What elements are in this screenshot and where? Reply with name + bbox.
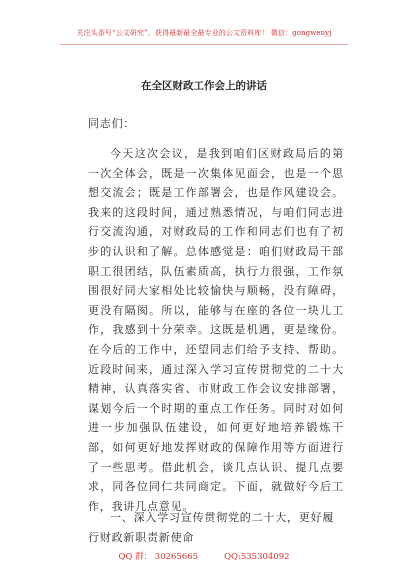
header-note: 关注头条号“公文研究”，获得最新最全最专业的公文资料库！ 微信：gongwenyj xyxy=(76,29,332,37)
footer-qq-number: QQ:535304092 xyxy=(224,552,290,562)
body-paragraph: 今天这次会议，是我到咱们区财政局后的第一次全体会，既是一次集体见面会，也是一个思想交流会；既是工作部署会，也是作风建设会。我来的这段时间，通过熟悉情况，与咱们同志进行交流沟通，对财政局的工作和同志们也有了初步的认识和了解。总体感觉是：咱们财政局干部职工很团结，队伍素质高，执行力很强，工作氛围很好同大家相处比较愉快与顺畅，没有障碍，更没有隔阂。所以，能够与在座的各位一块儿工作，我感到十分荣幸。这既是机遇，更是缘份。在今后的工作中，还望同志们给予支持、帮助。近段时间来，通过深入学习宣传贯彻党的二十大精神，认真落实省、市财政工作会议安排部署，谋划今后一个时期的重点工作任务。同时对如何进一步加强队伍建设，如何更好地培养锻炼干部，如何更好地发挥财政的保障作用等方面进行了一些思考。借此机会，谈几点认识、提几点要求，同各位同仁共同商定。下面，就做好今后工作，我讲几点意见。 xyxy=(88,147,344,513)
footer-qq-group: QQ 群： 30265665 xyxy=(118,552,199,562)
header-divider xyxy=(60,44,348,45)
document-title: 在全区财政工作会上的讲话 xyxy=(141,80,267,92)
footer-contacts xyxy=(0,550,408,562)
section-heading: 一、深入学习宣传贯彻党的二十大，更好履行财政新职责新使命 xyxy=(88,511,335,544)
salutation: 同志们： xyxy=(88,117,136,130)
